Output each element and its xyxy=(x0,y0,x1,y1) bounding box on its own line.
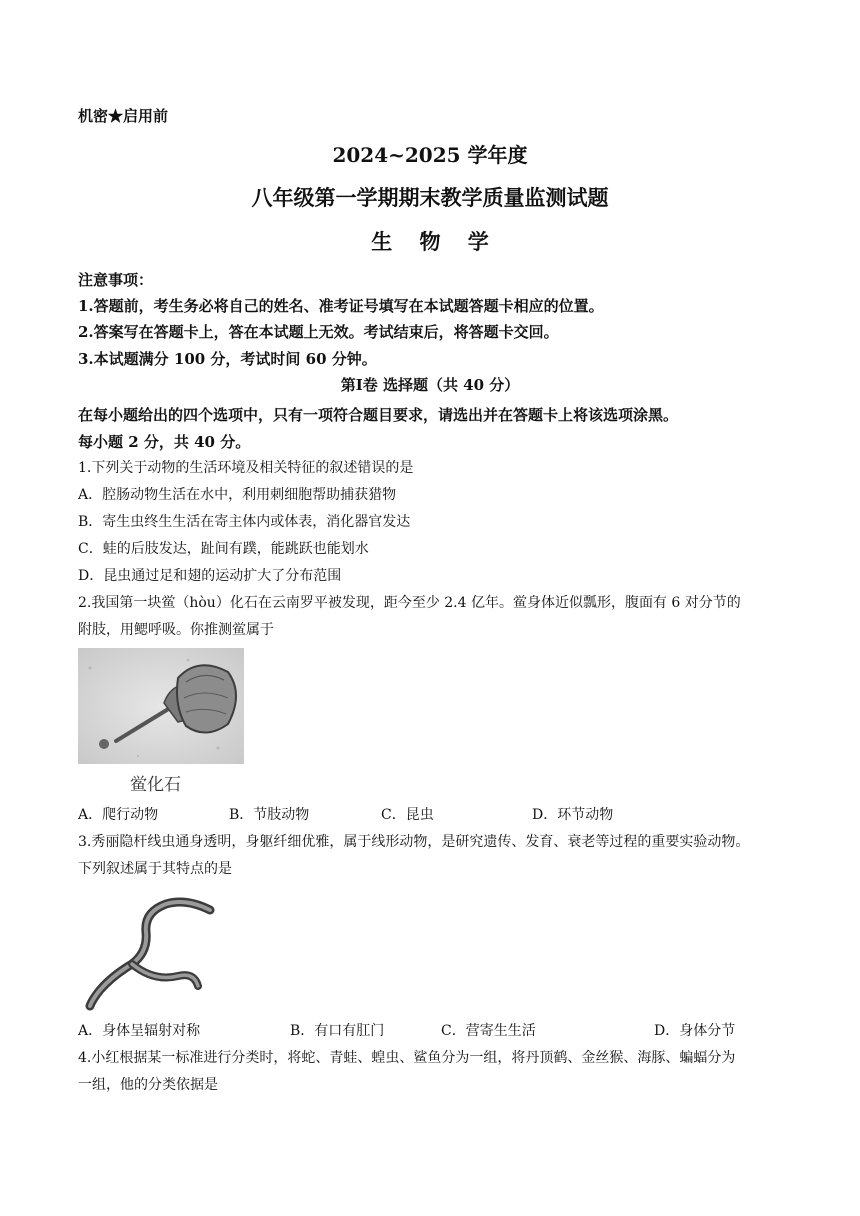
horseshoe-crab-fossil-image xyxy=(78,648,244,764)
question-2-option-b: B．节肢动物 xyxy=(229,807,310,823)
section-instruction: 在每小题给出的四个选项中，只有一项符合题目要求，请选出并在答题卡上将该选项涂黑。 xyxy=(78,406,679,424)
question-1-option-c: C．蛙的后肢发达，趾间有蹼，能跳跃也能划水 xyxy=(78,541,369,557)
question-4-stem: 4.小红根据某一标准进行分类时，将蛇、青蛙、蝗虫、鲨鱼分为一组，将丹顶鹤、金丝猴、海豚、蝙蝠分为 xyxy=(78,1050,736,1066)
question-1-stem: 1.下列关于动物的生活环境及相关特征的叙述错误的是 xyxy=(78,460,414,476)
question-3-stem: 3.秀丽隐杆线虫通身透明，身躯纤细优雅，属于线形动物，是研究遗传、发育、衰老等过程的重要实验动物。 xyxy=(78,834,750,850)
question-2-stem: 附肢，用鳃呼吸。你推测鲎属于 xyxy=(78,622,274,638)
confidential-label: 机密★启用前 xyxy=(78,107,169,125)
question-3-option-a: A．身体呈辐射对称 xyxy=(78,1023,201,1039)
notice-item: 2.答案写在答题卡上，答在本试题上无效。考试结束后，将答题卡交回。 xyxy=(78,323,559,341)
question-1-option-d: D．昆虫通过足和翅的运动扩大了分布范围 xyxy=(78,568,342,584)
question-1-option-b: B．寄生虫终生生活在寄主体内或体表，消化器官发达 xyxy=(78,514,411,530)
section-title: 第Ⅰ卷 选择题（共 40 分） xyxy=(340,376,520,394)
question-2-option-c: C．昆虫 xyxy=(381,807,434,823)
question-1-option-a: A．腔肠动物生活在水中，利用刺细胞帮助捕获猎物 xyxy=(78,487,397,503)
subject-title: 生 物 学 xyxy=(371,229,499,254)
exam-title: 八年级第一学期期末教学质量监测试题 xyxy=(251,185,609,210)
nematode-worm-image xyxy=(82,890,218,1012)
question-3-stem: 下列叙述属于其特点的是 xyxy=(78,861,232,877)
question-3-option-c: C．营寄生生活 xyxy=(441,1023,536,1039)
notice-heading: 注意事项： xyxy=(78,271,154,289)
notice-item: 1.答题前，考生务必将自己的姓名、准考证号填写在本试题答题卡相应的位置。 xyxy=(78,297,604,315)
question-2-option-d: D．环节动物 xyxy=(532,807,614,823)
school-year: 2024~2025 学年度 xyxy=(332,143,528,167)
question-4-stem: 一组，他的分类依据是 xyxy=(78,1077,218,1093)
section-instruction: 每小题 2 分，共 40 分。 xyxy=(78,433,251,451)
notice-item: 3.本试题满分 100 分，考试时间 60 分钟。 xyxy=(78,350,377,368)
question-3-option-d: D．身体分节 xyxy=(654,1023,736,1039)
question-3-option-b: B．有口有肛门 xyxy=(290,1023,385,1039)
question-2-option-a: A．爬行动物 xyxy=(78,807,159,823)
question-2-stem: 2.我国第一块鲎（hòu）化石在云南罗平被发现，距今至少 2.4 亿年。鲎身体近似瓢形，腹面有 6 对分节的 xyxy=(78,595,741,611)
figure-caption: 鲎化石 xyxy=(130,775,181,795)
